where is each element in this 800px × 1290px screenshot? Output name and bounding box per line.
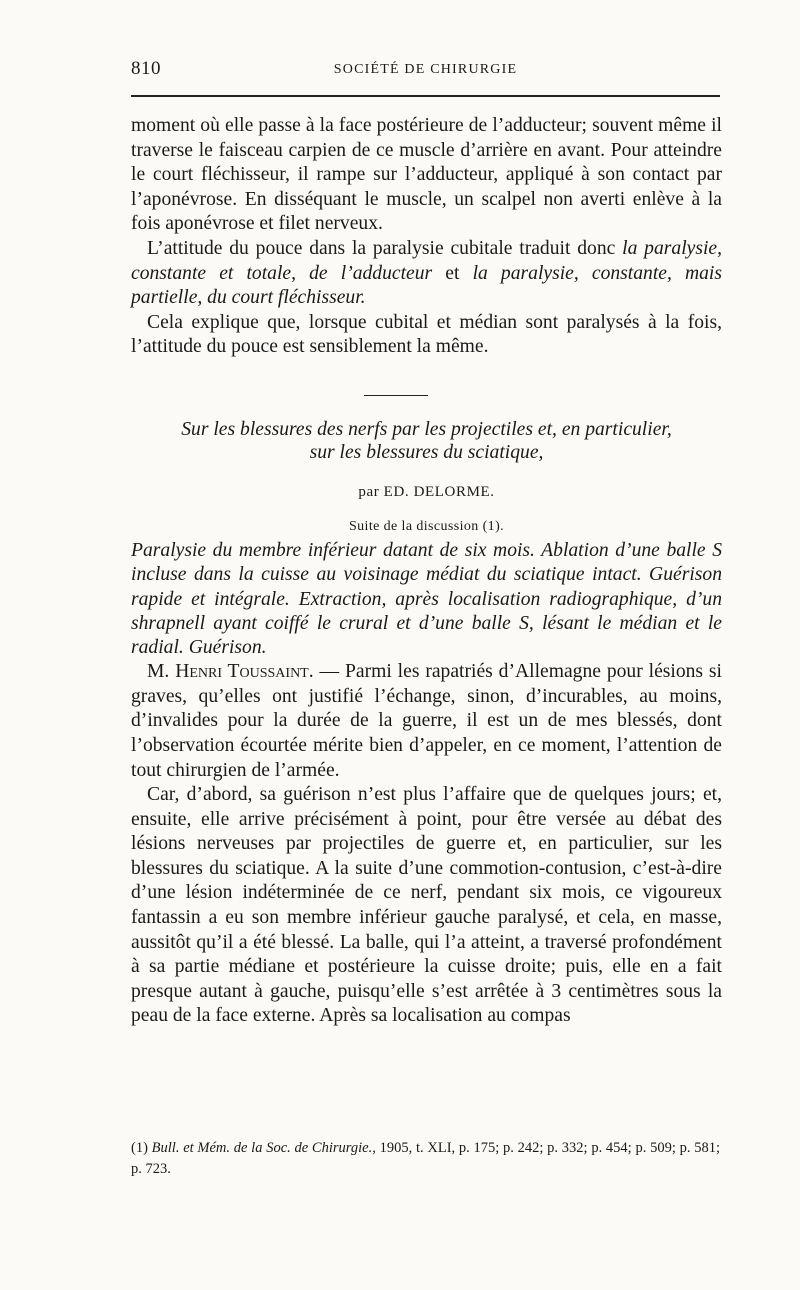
footnote-source: Bull. et Mém. de la Soc. de Chirurgie.	[151, 1140, 373, 1156]
article-title-line-1: Sur les blessures des nerfs par les projectiles et, en particulier,	[181, 418, 672, 440]
discussion-paragraph-1	[131, 660, 722, 783]
continuation-paragraph-1: moment où elle passe à la face postérieure de l’adducteur; souvent même il traverse le faisceau carpien de ce muscle d’arrière en avant. Pour atteindre le court fléchisseur, il rampe sur l’adducteur, appliqué à son contact par l’aponévrose. En disséquant le muscle, un scalpel non averti enlève à la fois aponévrose et filet nerveux.	[131, 115, 722, 235]
journal-name: SOCIÉTÉ DE CHIRURGIE	[333, 62, 518, 77]
body-text	[131, 114, 722, 1029]
running-head	[131, 54, 720, 94]
speaker-name: M. Henri Toussaint.	[147, 661, 314, 683]
article-title-line-2: sur les blessures du sciatique,	[309, 441, 544, 463]
p2-italic-2: la paralysie, constante, mais partielle, du court fléchisseur.	[131, 262, 723, 309]
footnote	[131, 1138, 720, 1180]
case-summary: Paralysie du membre inférieur datant de six mois. Ablation d’une balle S incluse dans la cuisse au voisinage médiat du sciatique intact. Guérison rapide et intégrale. Extraction, après localisation radiographique, d’un shrapnell ayant coiffé le crural et d’une balle S, lésant le médian et le radial. Guérison.	[131, 540, 722, 658]
article-title	[131, 418, 722, 464]
discussion-continued-note: Suite de la discussion (1).	[348, 518, 505, 534]
section-separator	[131, 360, 722, 418]
header-rule	[131, 95, 720, 97]
discussion-paragraph-1-text: — Parmi les rapatriés d’Allemagne pour lésions si graves, qu’elles ont justifié l’échange, sinon, d’incurables, au moins, d’invalides pour la durée de la guerre, il est un de mes blessés, dont l’observation écourtée mérite bien d’appeler, en ce moment, l’attention de tout chirurgien de l’armée.	[131, 661, 722, 781]
p2-italic-1: la paralysie, constante et totale, de l’adducteur	[131, 237, 722, 284]
footnote-marker: (1)	[131, 1140, 152, 1156]
discussion-paragraph-2: Car, d’abord, sa guérison n’est plus l’affaire que de quelques jours; et, ensuite, elle arrive précisément à point, pour être versée au débat des lésions nerveuses par projectiles de guerre et, en particulier, sur les blessures du sciatique. A la suite d’une commotion-contusion, c’est-à-dire d’une lésion indéterminée de ce nerf, pendant six mois, ce vigoureux fantassin a eu son membre inférieur gauche paralysé, et cela, en masse, aussitôt qu’il a été blessé. La balle, qui l’a atteint, a traversé profondément à sa partie médiane et postérieure la cuisse droite; puis, elle en a fait presque autant à gauche, puisqu’elle s’est arrêtée à 3 centimètres sous la peau de la face externe. Après sa localisation au compas	[131, 784, 722, 1027]
continuation-paragraph-3: Cela explique que, lorsque cubital et médian sont paralysés à la fois, l’attitude du pouce est sensiblement la même.	[131, 311, 722, 358]
article-byline: par ED. DELORME.	[358, 483, 495, 500]
p2-lead: L’attitude du pouce dans la paralysie cubitale traduit donc	[147, 237, 623, 259]
continuation-paragraph-2	[131, 237, 722, 311]
footnote-refs: , 1905, t. XLI, p. 175; p. 242; p. 332; p. 454; p. 509; p. 581; p. 723.	[131, 1140, 720, 1177]
page-number: 810	[131, 58, 161, 79]
p2-mid: et	[432, 262, 473, 284]
separator-rule	[364, 395, 428, 396]
footnote-text	[131, 1138, 720, 1180]
